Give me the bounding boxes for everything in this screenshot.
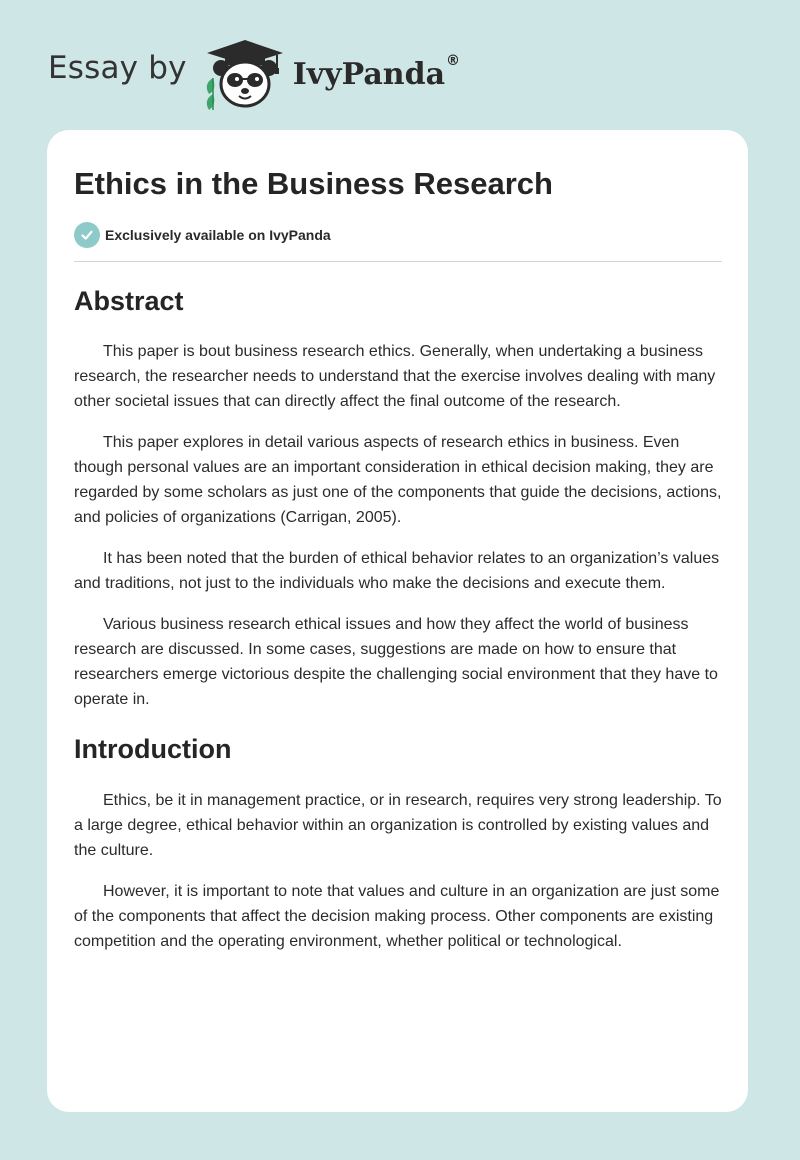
paragraph: However, it is important to note that values and culture in an organization are just some of the components that affect the decision making process. Other components are existing competition and the operating environment, whether political or technological. xyxy=(74,883,720,950)
paragraph: It has been noted that the burden of ethical behavior relates to an organization’s values and traditions, not just to the individuals who make the decisions and execute them. xyxy=(74,550,720,592)
site-header xyxy=(48,34,460,110)
paragraph: Various business research ethical issues and how they affect the world of business research are discussed. In some cases, suggestions are made on how to ensure that researchers emerge victorious despite the challenging social environment that they have to operate in. xyxy=(74,616,718,708)
article-body xyxy=(74,280,724,954)
page-title: Ethics in the Business Research xyxy=(74,166,553,201)
essay-by-label: Essay by xyxy=(48,50,187,86)
check-circle-icon xyxy=(74,222,100,248)
article-card xyxy=(47,130,748,1112)
brand-name[interactable]: IvyPanda® xyxy=(292,52,461,92)
section-heading-introduction: Introduction xyxy=(74,734,232,764)
exclusive-badge xyxy=(74,222,331,248)
paragraph: This paper explores in detail various aspects of research ethics in business. Even though personal values are an important consideration in ethical decision making, they are regarded by some scholars as just one of the components that guide the decisions, actions, and policies of organizations (Carrigan, 2005). xyxy=(74,434,722,526)
paragraph: This paper is bout business research ethics. Generally, when undertaking a business research, the researcher needs to understand that the exercise involves dealing with many other societal issues that can directly affect the final outcome of the research. xyxy=(74,343,716,410)
exclusive-label: Exclusively available on IvyPanda xyxy=(105,227,331,243)
title-divider xyxy=(74,261,722,262)
paragraph: Ethics, be it in management practice, or in research, requires very strong leadership. To a large degree, ethical behavior within an organization is controlled by existing values and the culture. xyxy=(74,792,722,859)
section-heading-abstract: Abstract xyxy=(74,286,184,316)
registered-mark: ® xyxy=(446,52,461,69)
ivypanda-logo-icon[interactable] xyxy=(199,34,291,110)
